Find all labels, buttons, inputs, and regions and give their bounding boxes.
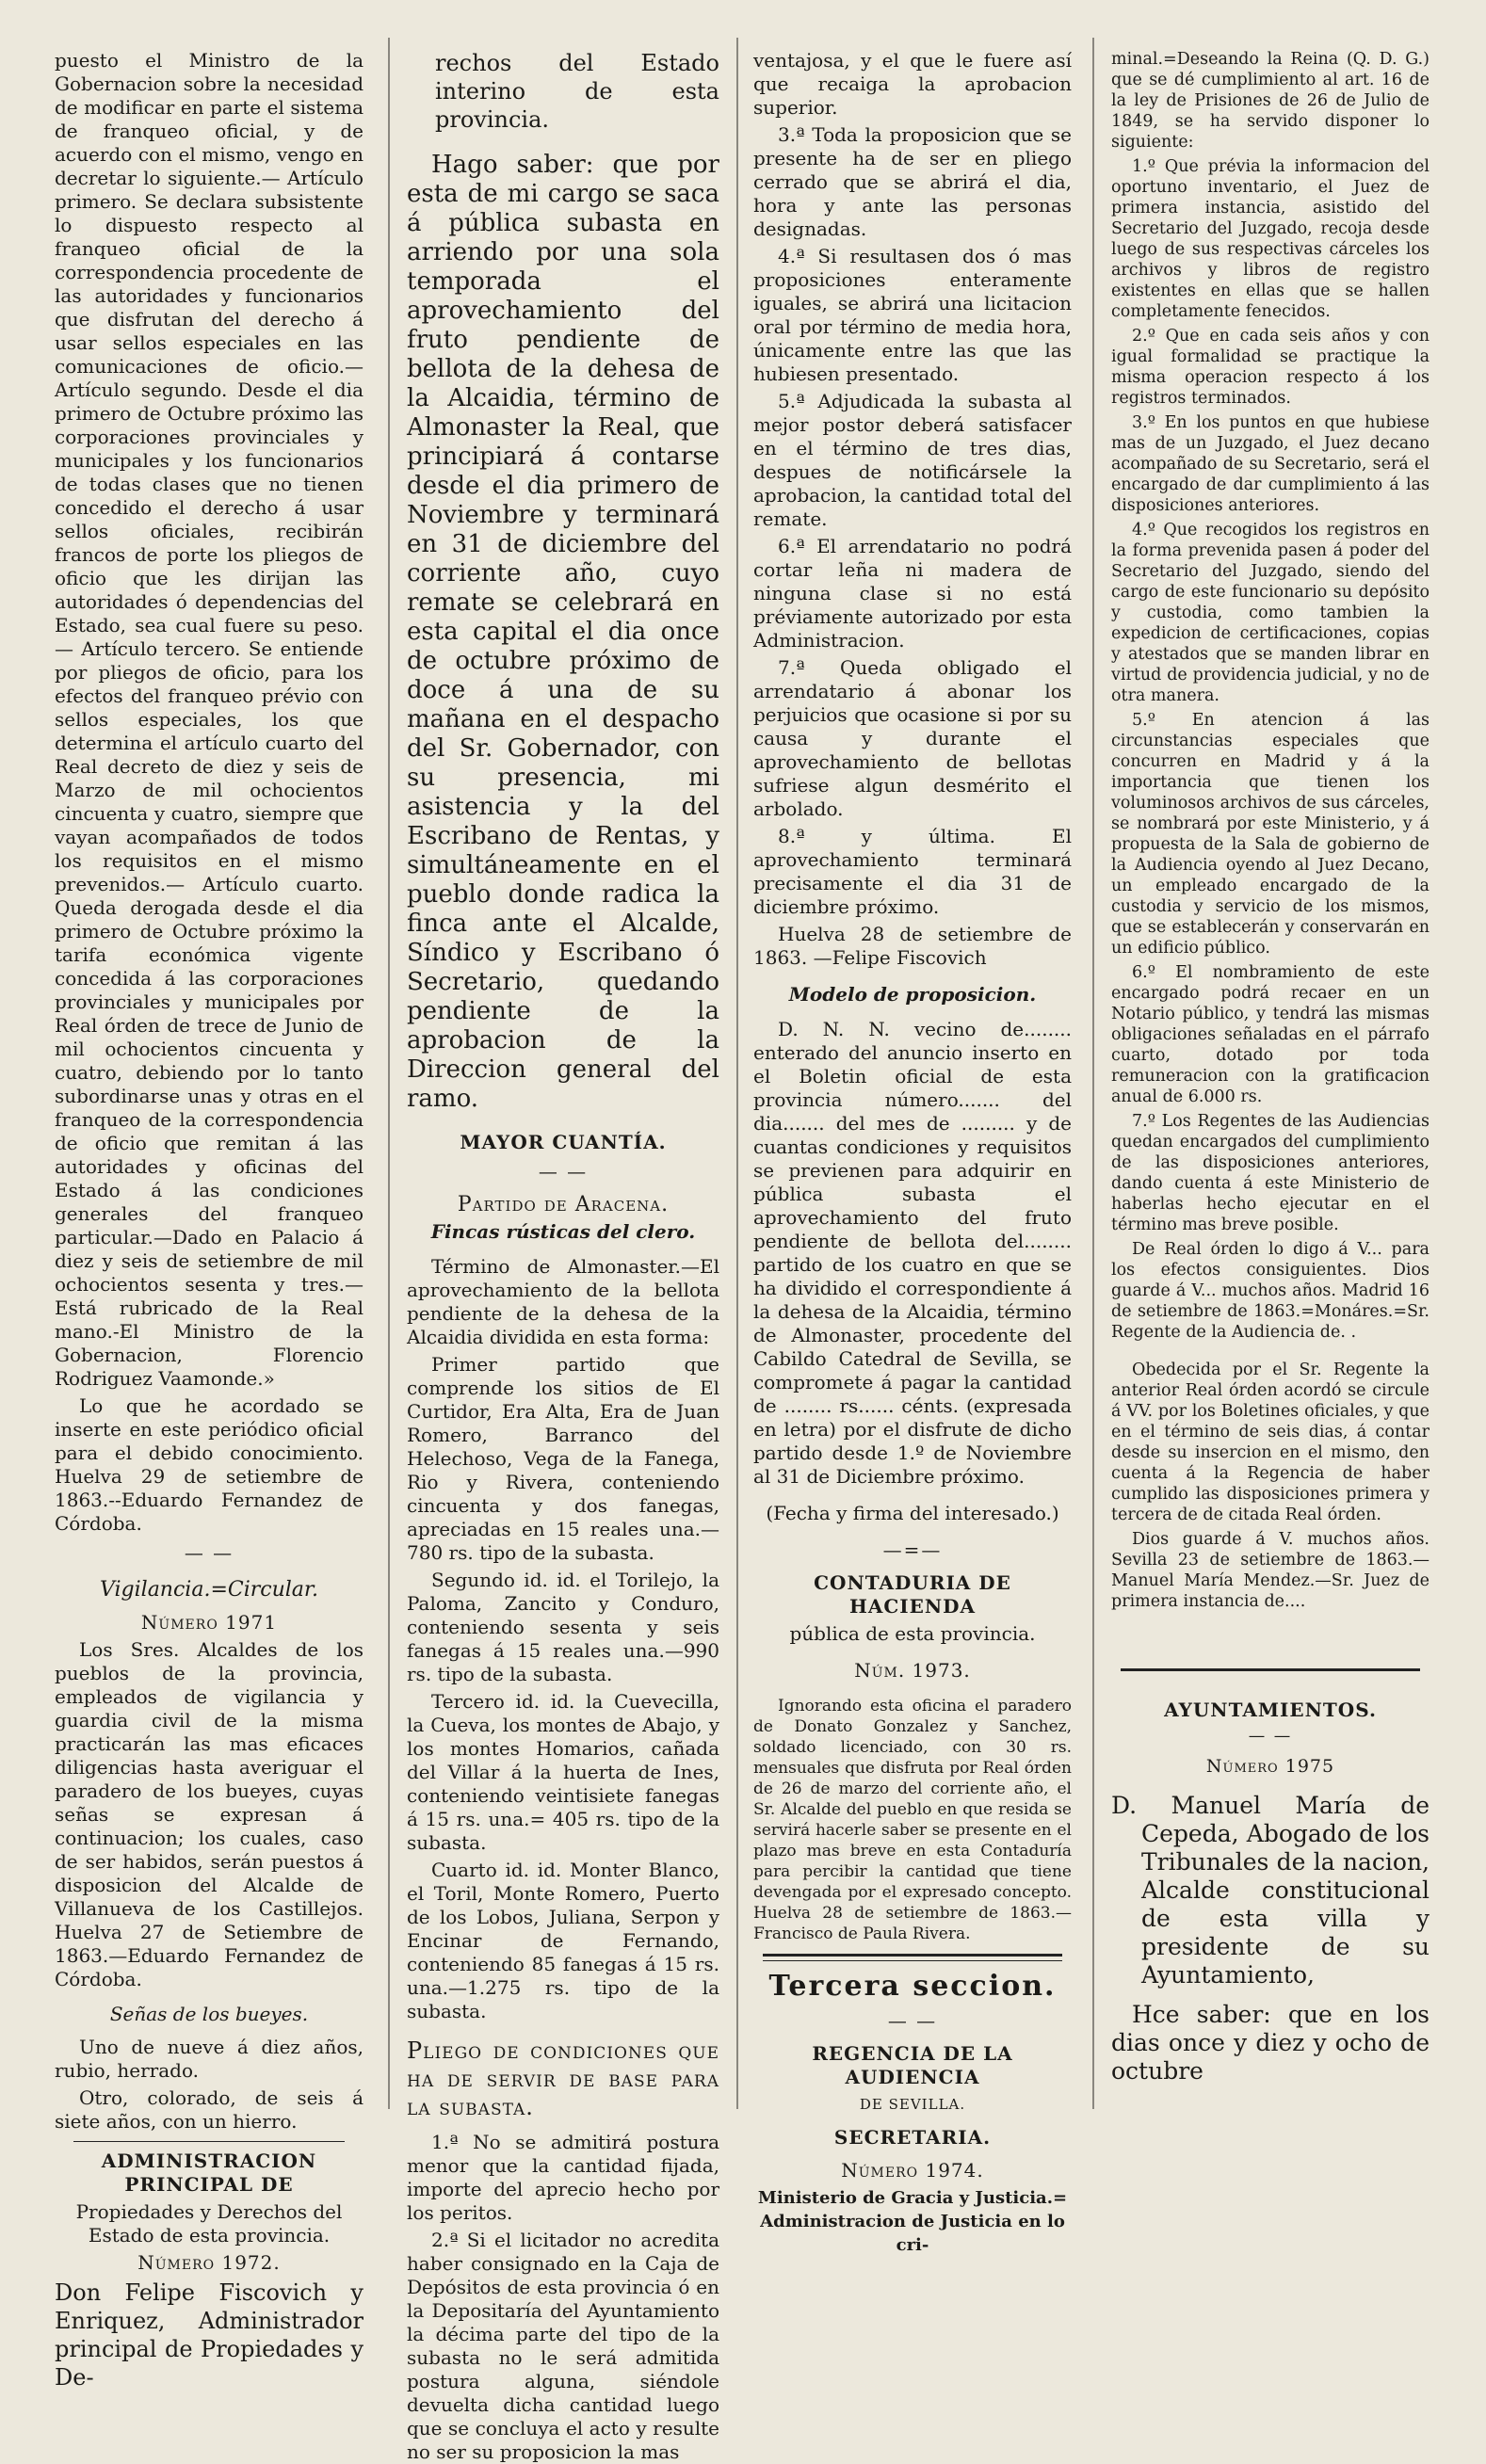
paragraph: Término de Almonaster.—El aprovechamiento de la bellota pendiente de la dehesa de la Alcaidia dividida en esta forma:	[407, 1255, 719, 1348]
paragraph: minal.=Deseando la Reina (Q. D. G.) que se dé cumplimiento al art. 16 de la ley de Prisiones de 26 de Julio de 1849, se ha servido disponer lo siguiente:	[1111, 50, 1429, 152]
paragraph: 5.ª Adjudicada la subasta al mejor postor deberá satisfacer en el término de tres dias, despues de notificársele la aprobacion, la cantidad total del remate.	[753, 390, 1072, 530]
paragraph: Don Felipe Fiscovich y Enriquez, Administrador principal de Propiedades y De-	[55, 2279, 363, 2391]
section-subheading: pública de esta provincia.	[789, 1622, 1036, 1645]
subsection-title: Señas de los bueyes.	[109, 2003, 309, 2025]
paragraph: D. N. N. vecino de........ enterado del anuncio inserto en el Boletin oficial de esta provincia número....... del dia....... del mes de ......... y de cuantas condiciones y requisitos se previenen para adquirir en pública subasta el aprovechamiento del fruto pendiente de bellota del........ partido de los cuatro en que se ha dividido el correspondiente á la dehesa de la Alcaidia, término de Almonaster, procedente del Cabildo Catedral de Sevilla, se compromete á pagar la cantidad de ........ rs...... cénts. (expresada en letra) por el disfrute de dicho partido desde 1.º de Noviembre al 31 de Diciembre próximo.	[753, 1018, 1072, 1488]
separator: — —	[538, 1160, 589, 1183]
paragraph: Los Sres. Alcaldes de los pueblos de la provincia, empleados de vigilancia y guardia civil de la misma practicarán las mas eficaces diligencias hasta averiguar el paradero de los bueyes, cuyas señas se expresan á continuacion; los cuales, caso de ser habidos, serán puestos á disposicion del Alcalde de Villanueva de los Castillejos. Huelva 27 de Setiembre de 1863.—Eduardo Fernandez de Córdoba.	[55, 1638, 363, 1990]
paragraph: Ministerio de Gracia y Justicia.= Administracion de Justicia en lo cri-	[757, 2188, 1068, 2255]
paragraph: 1.ª No se admitirá postura menor que la cantidad fijada, importe del aprecio hecho por los peritos.	[407, 2131, 719, 2224]
section-heading: MAYOR CUANTÍA.	[460, 1131, 667, 1153]
paragraph: Cuarto id. id. Monter Blanco, el Toril, Monte Romero, Puerto de los Lobos, Juliana, Serpon y Encinar de Fernando, conteniendo 85 fanegas á 15 rs. una.—1.275 rs. tipo de la subasta.	[407, 1859, 719, 2022]
paragraph: 3.º En los puntos en que hubiese mas de un Juzgado, el Juez decano acompañado de su Secretario, será el encargado de dar cumplimiento á las disposiciones anteriores.	[1111, 413, 1429, 515]
paragraph: ventajosa, y el que le fuere así que recaiga la aprobacion superior.	[753, 49, 1072, 119]
section-heading: CONTADURIA DE HACIENDA	[814, 1571, 1011, 1618]
paragraph: Obedecida por el Sr. Regente la anterior Real órden acordó se circule á VV. por los Boletines oficiales, y que en el término de seis dias, á contar desde su insercion en el mismo, den cuenta á la Regencia de haber cumplido las disposiciones primera y tercera de de citada Real órden.	[1111, 1361, 1429, 1524]
rule	[763, 1954, 1062, 1957]
section-heading: ADMINISTRACION PRINCIPAL DE	[101, 2150, 317, 2196]
section-subheading: Fincas rústicas del clero.	[430, 1220, 696, 1243]
item-number: Número 1974.	[841, 2159, 984, 2182]
section-heading: REGENCIA DE LA AUDIENCIA	[812, 2042, 1013, 2088]
column-rule	[1092, 38, 1094, 2109]
separator: — —	[1248, 1727, 1293, 1746]
signature: Dios guarde á V. muchos años. Sevilla 23 de setiembre de 1863.—Manuel María Mendez.—Sr. Juez de primera instancia de....	[1111, 1530, 1429, 1611]
section-subheading: Partido de Aracena.	[457, 1193, 670, 1216]
section-title: Vigilancia.=Circular.	[100, 1578, 318, 1602]
paragraph: Hce saber: que en los dias once y diez y ocho de octubre	[1111, 2001, 1429, 2085]
signature: Huelva 28 de setiembre de 1863. —Felipe Fiscovich	[753, 923, 1072, 969]
paragraph: 3.ª Toda la proposicion que se presente ha de ser en pliego cerrado que se abrirá el dia, hora y ante las personas designadas.	[753, 123, 1072, 240]
rule	[73, 2141, 345, 2142]
item-number: Núm. 1973.	[854, 1659, 971, 1682]
section-subheading: Propiedades y Derechos del Estado de esta provincia.	[75, 2200, 343, 2247]
paragraph: Ignorando esta oficina el paradero de Donato Gonzalez y Sanchez, soldado licenciado, con 30 rs. mensuales que disfruta por Real órden de 26 de marzo del corriente año, el Sr. Alcalde del pueblo en que resida se servirá hacerle saber se presente en el plazo mas breve en esta Contaduría para percibir la cantidad que tiene devengada por el expresado concepto. Huelva 28 de setiembre de 1863.— Francisco de Paula Rivera.	[753, 1697, 1072, 1943]
section-title: Modelo de proposicion.	[788, 983, 1037, 1006]
paragraph: Segundo id. id. el Torilejo, la Paloma, Zancito y Conduro, conteniendo sesenta y seis fanegas á 15 reales una.—990 rs. tipo de la subasta.	[407, 1569, 719, 1685]
item-number: Número 1971	[140, 1611, 278, 1634]
paragraph: 2.º Que en cada seis años y con igual formalidad se practique la misma operacion respecto á los registros terminados.	[1111, 327, 1429, 408]
paragraph: 6.ª El arrendatario no podrá cortar leña ni madera de ninguna clase si no está préviamente autorizado por esta Administracion.	[753, 535, 1072, 652]
paragraph: Uno de nueve á diez años, rubio, herrado.	[55, 2036, 363, 2082]
separator: — —	[887, 2009, 938, 2032]
paragraph: 7.º Los Regentes de las Audiencias quedan encargados del cumplimiento de las disposiciones anteriores, dando cuenta á este Ministerio de haberlas hecho ejecutar en el término mas breve posible.	[1111, 1112, 1429, 1234]
paragraph: rechos del Estado interino de esta provincia.	[435, 50, 719, 133]
section-heading: SECRETARIA.	[833, 2126, 992, 2149]
paragraph: 8.ª y última. El aprovechamiento terminará precisamente el dia 31 de diciembre próximo.	[753, 825, 1072, 918]
column-3	[753, 49, 1072, 2255]
paragraph: D. Manuel María de Cepeda, Abogado de los Tribunales de la nacion, Alcalde constitucional de esta villa y presidente de su Ayuntamiento,	[1111, 1792, 1429, 1989]
rule	[1121, 1668, 1420, 1671]
separator: — —	[184, 1541, 234, 1564]
paragraph: Primer partido que comprende los sitios de El Curtidor, Era Alta, Era de Juan Romero, Barranco del Helechoso, Vega de la Fanega, Rio y Rivera, conteniendo cincuenta y dos fanegas, apreciadas en 15 reales una.—780 rs. tipo de la subasta.	[407, 1353, 719, 1564]
paragraph: De Real órden lo digo á V... para los efectos consiguientes. Dios guarde á V... muchos años. Madrid 16 de setiembre de 1863.=Monáres.=Sr. Regente de la Audiencia de. .	[1111, 1240, 1429, 1342]
paragraph: Otro, colorado, de seis á siete años, con un hierro.	[55, 2086, 363, 2133]
paragraph: 2.ª Si el licitador no acredita haber consignado en la Caja de Depósitos de esta provincia ó en la Depositaría del Ayuntamiento la décima parte del tipo de la subasta no le será admitida postura alguna, siéndole devuelta dicha cantidad luego que se concluya el acto y resulte no ser su proposicion la mas	[407, 2229, 719, 2463]
column-4	[1111, 49, 1429, 2130]
section-heading: Pliego de condiciones que ha de servir de base para la subasta.	[407, 2037, 719, 2120]
item-number: Número 1972.	[137, 2251, 281, 2274]
paragraph: (Fecha y firma del interesado.)	[766, 1502, 1059, 1524]
decree-text: puesto el Ministro de la Gobernacion sobre la necesidad de modificar en parte el sistema de franqueo oficial, y de acuerdo con el mismo, vengo en decretar lo siguiente.— Artículo primero. Se declara subsistente lo dispuesto respecto al franqueo oficial de la correspondencia procedente de las autoridades y funcionarios que disfrutan del derecho á usar sellos especiales en las comunicaciones de oficio.—Artículo segundo. Desde el dia primero de Octubre próximo las corporaciones provinciales y municipales y los funcionarios de todas clases que no tienen concedido el derecho á usar sellos oficiales, recibirán francos de porte los pliegos de oficio que les dirijan las autoridades ó dependencias del Estado, sea cual fuere su peso.— Artículo tercero. Se entiende por pliegos de oficio, para los efectos del franqueo prévio con sellos especiales, los que determina el artículo cuarto del Real decreto de diez y seis de Marzo de mil ochocientos cincuenta y cuatro, siempre que vayan acompañados de todos los requisitos en el mismo prevenidos.— Artículo cuarto. Queda derogada desde el dia primero de Octubre próximo la tarifa económica vigente concedida á las corporaciones provinciales y municipales por Real órden de trece de Junio de mil ochocientos cincuenta y cuatro, debiendo por lo tanto subordinarse unas y otras en el franqueo de la correspondencia de oficio que remitan á las autoridades y oficinas del Estado á las condiciones generales del franqueo particular.—Dado en Palacio á diez y seis de setiembre de mil ochocientos sesenta y tres.— Está rubricado de la Real mano.-El Ministro de la Gobernacion, Florencio Rodriguez Vaamonde.»	[55, 49, 363, 1390]
rule	[763, 1960, 1062, 1961]
paragraph: 4.ª Si resultasen dos ó mas proposiciones enteramente iguales, se abrirá una licitacion oral por término de media hora, únicamente entre las que las hubiesen presentado.	[753, 245, 1072, 385]
section-subheading: DE SEVILLA.	[859, 2096, 966, 2113]
paragraph: Lo que he acordado se inserte en este periódico oficial para el debido conocimiento. Huelva 29 de setiembre de 1863.--Eduardo Fernandez de Córdoba.	[55, 1394, 363, 1535]
section-heading: AYUNTAMIENTOS.	[1164, 1699, 1377, 1721]
paragraph: 4.º Que recogidos los registros en la forma prevenida pasen á poder del Secretario del Juzgado, siendo del cargo de este funcionario su depósito y custodia, como tambien la expedicion de certificaciones, copias y atestados que se manden librar en virtud de providencia judicial, y no de otra manera.	[1111, 521, 1429, 705]
separator: —=—	[882, 1538, 943, 1561]
paragraph: 1.º Que prévia la informacion del oportuno inventario, el Juez de primera instancia, asistido del Secretario del Juzgado, recoja desde luego de sus respectivas cárceles los archivos y libros de registro existentes en ellas que se hallen completamente fenecidos.	[1111, 157, 1429, 321]
column-rule	[736, 38, 738, 2109]
column-rule	[388, 38, 390, 2109]
section-banner: Tercera seccion.	[768, 1970, 1057, 2003]
column-2	[407, 49, 719, 2463]
paragraph: 5.º En atencion á las circunstancias especiales que concurren en Madrid y á la importancia que tienen los voluminosos archivos de sus cárceles, se nombrará por este Ministerio, y á propuesta de la Sala de gobierno de la Audiencia oyendo al Juez Decano, un empleado encargado de la custodia y servicio de los mismos, que se establecerán y conservarán en un edificio público.	[1111, 711, 1429, 958]
paragraph: Hago saber: que por esta de mi cargo se saca á pública subasta en arriendo por una sola temporada el aprovechamiento del fruto pendiente de bellota de la dehesa de la Alcaidia, término de Almonaster la Real, que principiará á contarse desde el dia primero de Noviembre y terminará en 31 de diciembre del corriente año, cuyo remate se celebrará en esta capital el dia once de octubre próximo de doce á una de su mañana en el despacho del Sr. Gobernador, con su presencia, mi asistencia y la del Escribano de Rentas, y simultáneamente en el pueblo donde radica la finca ante el Alcalde, Síndico y Escribano ó Secretario, quedando pendiente de la aprobacion de la Direccion general del ramo.	[407, 151, 719, 1113]
paragraph: 7.ª Queda obligado el arrendatario á abonar los perjuicios que ocasione si por su causa y durante el aprovechamiento de bellotas sufriese algun desmérito el arbolado.	[753, 656, 1072, 820]
paragraph: 6.º El nombramiento de este encargado podrá recaer en un Notario público, y tendrá las mismas obligaciones señaladas en el párrafo cuarto, dotado por toda remuneracion con la gratificacion anual de 6.000 rs.	[1111, 963, 1429, 1106]
paragraph: Tercero id. id. la Cuevecilla, la Cueva, los montes de Abajo, y los montes Homarios, cañada del Villar á la huerta de Ines, conteniendo veintisiete fanegas á 15 rs. una.= 405 rs. tipo de la subasta.	[407, 1690, 719, 1854]
item-number: Número 1975	[1205, 1756, 1335, 1777]
column-1	[55, 49, 363, 2391]
